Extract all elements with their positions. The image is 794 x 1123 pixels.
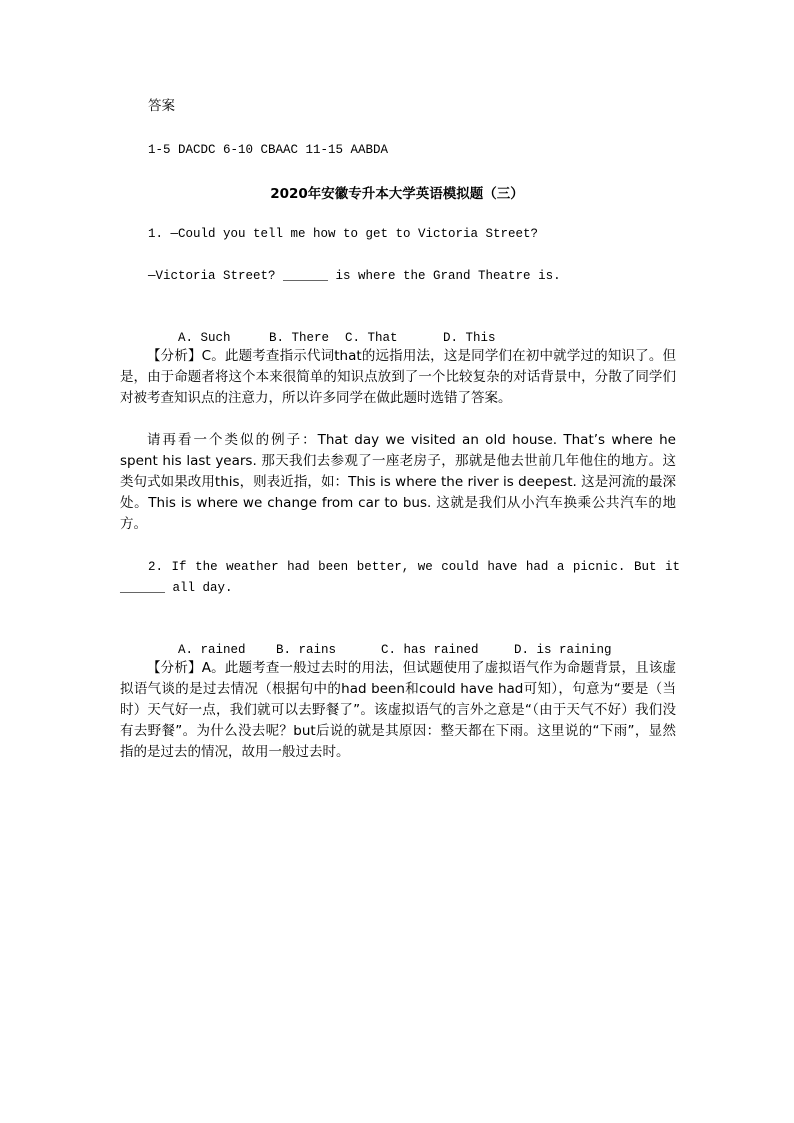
q2-analysis <box>120 658 676 763</box>
page-title: 2020年安徽专升本大学英语模拟题（三） <box>270 186 524 202</box>
q2-option-b: B. rains <box>276 643 337 657</box>
q2-stem <box>120 557 680 599</box>
q2-stem-line2: ______ all day. <box>120 581 233 595</box>
q2-analysis-text: A。此题考查一般过去时的用法，但试题使用了虚拟语气作为命题背景，且该虚拟语气谈的是过去情况（根据句中的had been和could have had可知），句意为“要是（当时）天气好一点，我们就可以去野餐了”。该虚拟语气的言外之意是“（由于天气不好）我们没有去野餐”。为什么没去呢？but后说的就是其原因：整天都在下雨。这里说的“下雨”，显然指的是过去的情况，故用一般过去时。 <box>120 660 677 760</box>
q1-option-b: B. There <box>269 331 330 345</box>
answer-key: 1-5 DACDC 6-10 CBAAC 11-15 AABDA <box>148 143 389 157</box>
q2-option-c: C. has rained <box>381 643 479 657</box>
q2-option-d: D. is raining <box>514 643 612 657</box>
q1-option-c: C. That <box>345 331 398 345</box>
q1-analysis-text: C。此题考查指示代词that的远指用法，这是同学们在初中就学过的知识了。但是，由于命题者将这个本来很简单的知识点放到了一个比较复杂的对话背景中，分散了同学们对被考查知识点的注意力，所以许多同学在做此题时选错了答案。 <box>120 348 677 406</box>
q1-stem-line2: —Victoria Street? ______ is where the Grand Theatre is. <box>148 269 561 283</box>
q2-analysis-label: 【分析】 <box>147 660 202 676</box>
answers-heading: 答案 <box>148 98 175 114</box>
q2-option-a: A. rained <box>178 643 246 657</box>
q1-analysis-label: 【分析】 <box>147 348 202 364</box>
q1-example: 请再看一个类似的例子：That day we visited an old house. That’s where he spent his last years. 那天我们去参观了一座老房子，那就是他去世前几年他住的地方。这类句式如果改用this，则表近指，如：This is where the river is deepest. 这是河流的最深处。This is where we change from car to bus. 这就是我们从小汽车换乘公共汽车的地方。 <box>120 432 676 532</box>
q1-option-a: A. Such <box>178 331 231 345</box>
q1-analysis <box>120 346 676 409</box>
q1-stem-line1: 1. —Could you tell me how to get to Victoria Street? <box>148 227 539 241</box>
q1-option-d: D. This <box>443 331 496 345</box>
q2-stem-line1: 2. If the weather had been better, we could have had a picnic. But it <box>148 560 680 574</box>
